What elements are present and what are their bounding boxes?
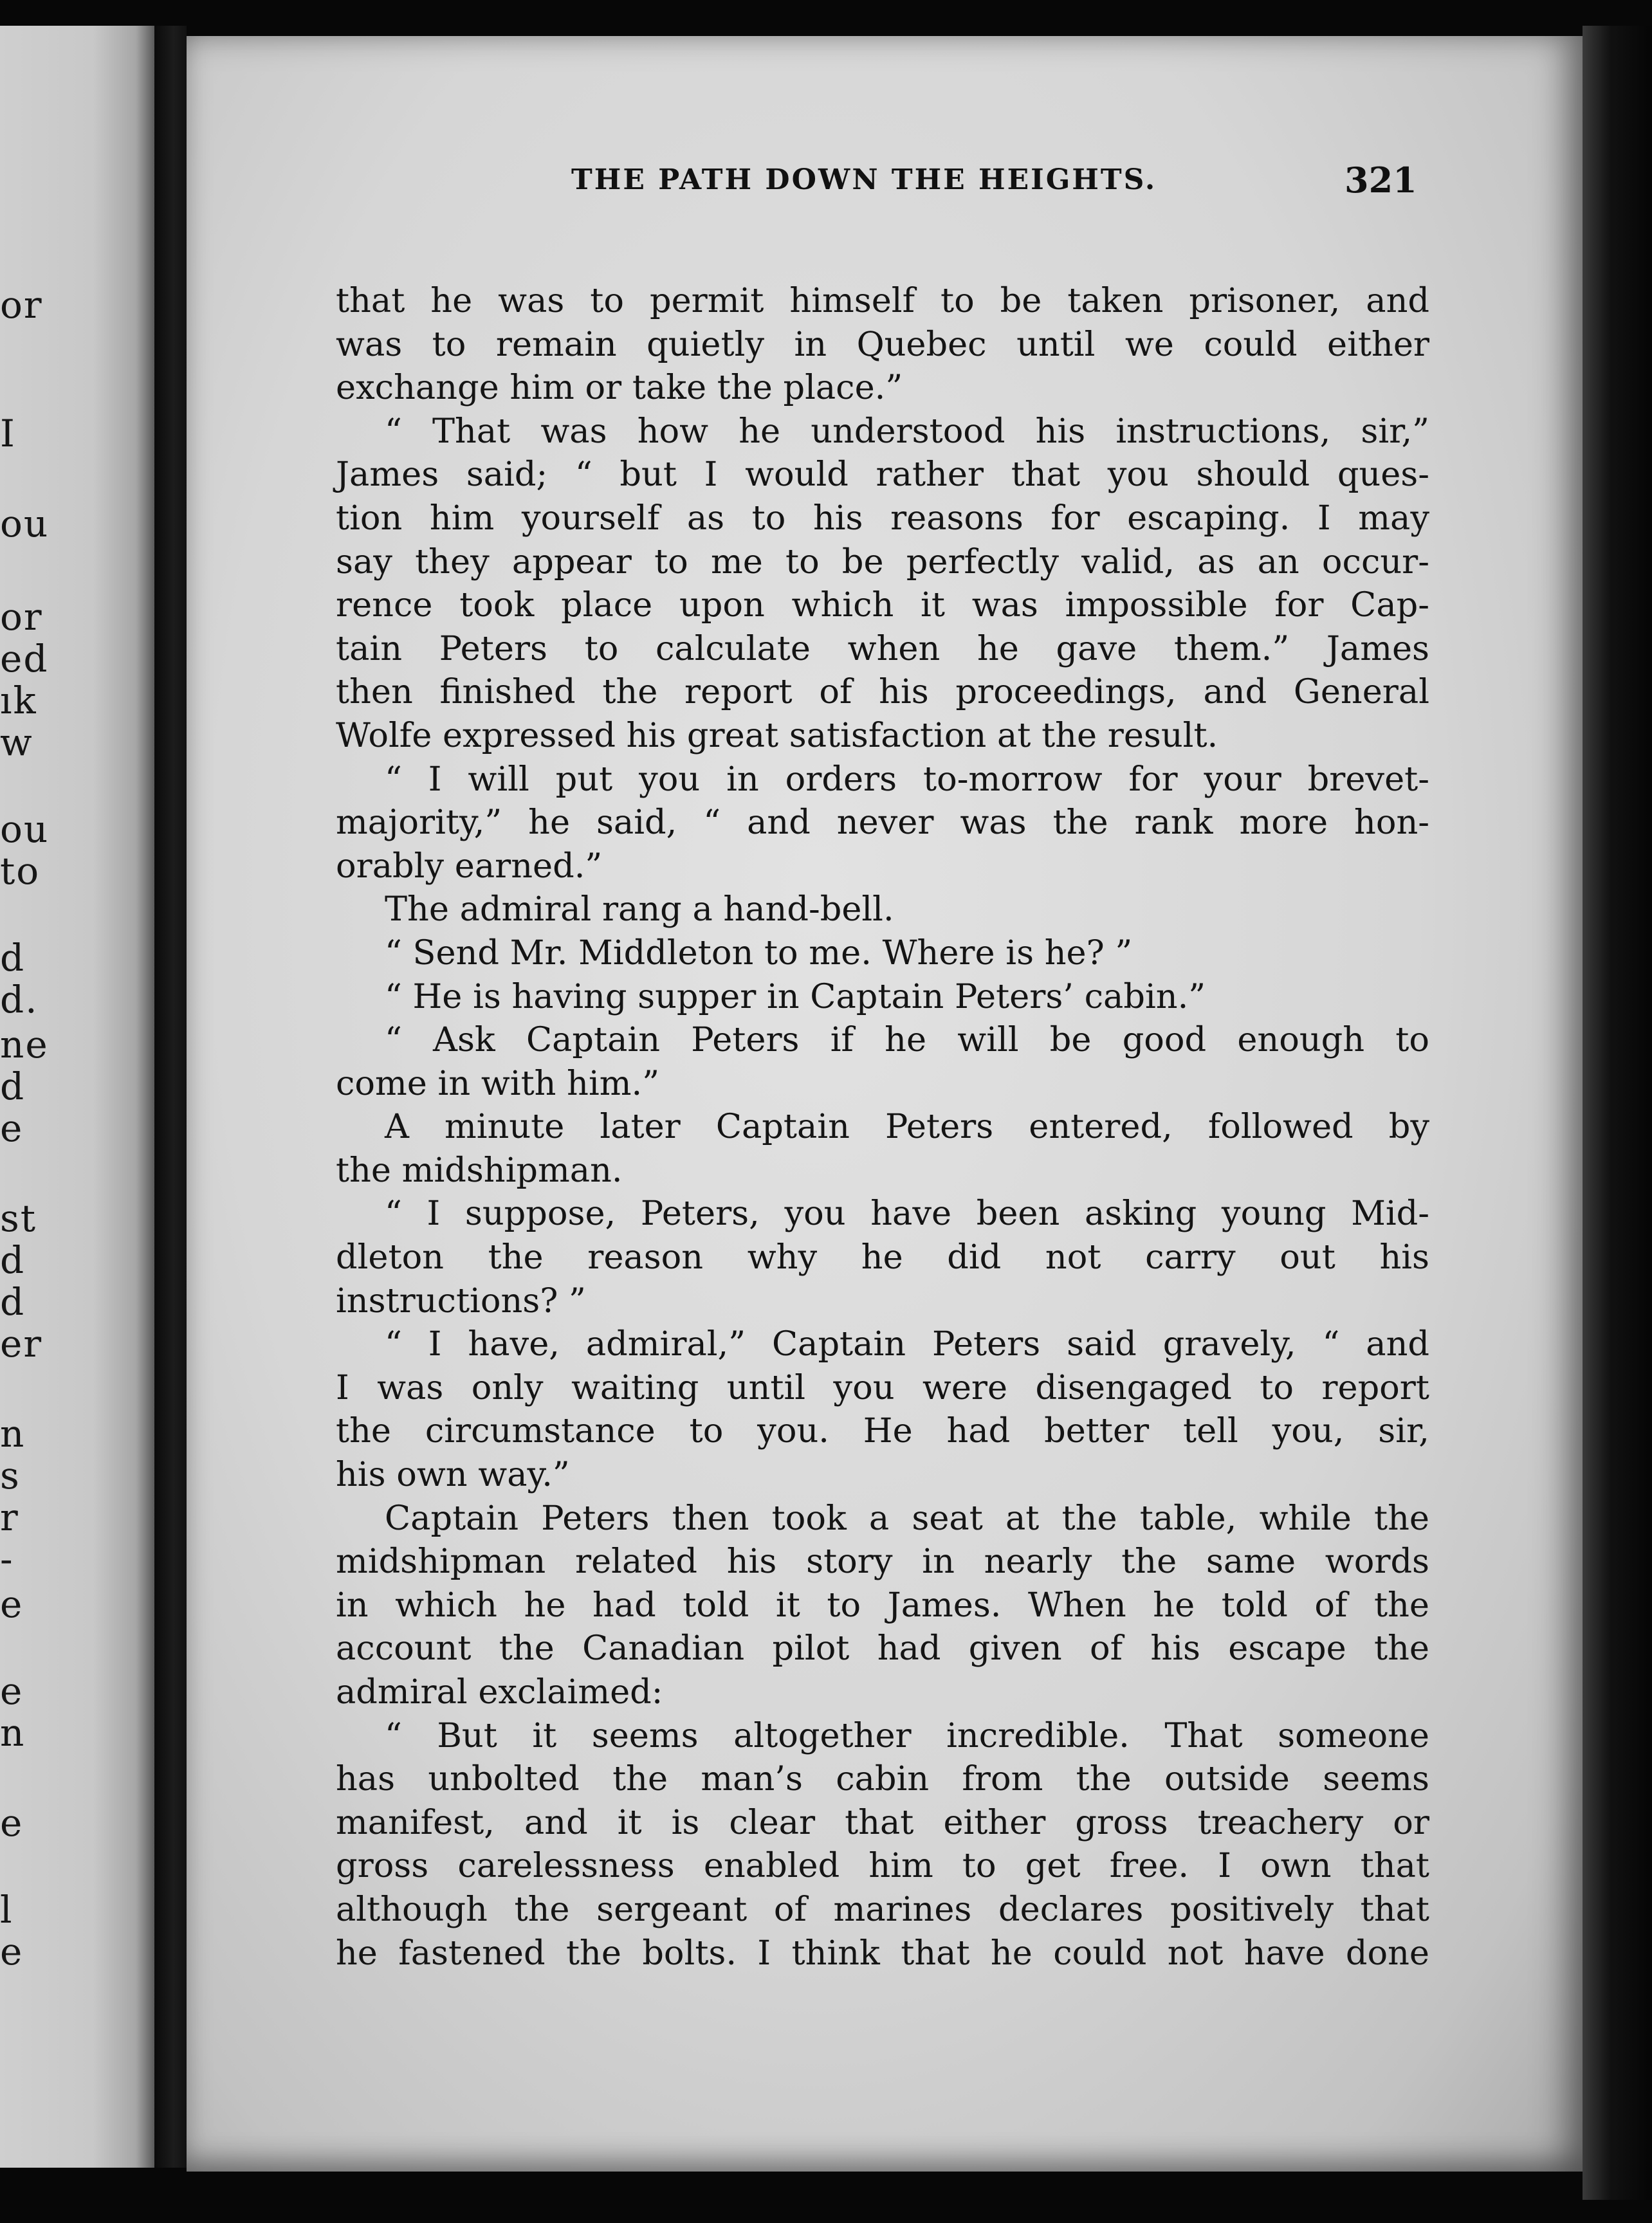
text-line: was to remain quietly in Quebec until we could either	[336, 324, 1429, 364]
text-line: then finished the report of his proceedings, and General	[336, 672, 1429, 712]
facing-page-fragment: s	[0, 1454, 21, 1497]
running-title: THE PATH DOWN THE HEIGHTS.	[571, 163, 1157, 196]
text-line: “ I suppose, Peters, you have been asking young Mid-	[385, 1194, 1429, 1234]
running-head	[0, 160, 1652, 215]
text-line: he fastened the bolts. I think that he could not have done	[336, 1933, 1429, 1973]
facing-page-fragment: d	[0, 1065, 26, 1108]
facing-page-fragment: er	[0, 1322, 43, 1366]
text-line: “ But it seems altogether incredible. That someone	[385, 1715, 1429, 1755]
text-line: gross carelessness enabled him to get free. I own that	[336, 1846, 1429, 1886]
body-text	[336, 279, 1429, 1975]
text-line: tain Peters to calculate when he gave them.” James	[336, 628, 1429, 668]
text-line: his own way.”	[336, 1455, 570, 1495]
facing-page-fragment: or	[0, 595, 43, 639]
text-line: although the sergeant of marines declares positively that	[336, 1889, 1429, 1929]
text-line: majority,” he said, “ and never was the rank more hon-	[336, 803, 1429, 843]
text-line: instructions? ”	[336, 1281, 586, 1321]
text-line: the circumstance to you. He had better tell you, sir,	[336, 1411, 1429, 1451]
facing-page-fragment: e	[0, 1106, 24, 1150]
text-line: the midshipman.	[336, 1150, 623, 1190]
facing-page-fragment: to	[0, 849, 41, 893]
facing-page-fragment: e	[0, 1669, 24, 1713]
text-line: that he was to permit himself to be taken prisoner, and	[336, 281, 1429, 320]
facing-page-fragment: w	[0, 720, 33, 764]
text-line: rence took place upon which it was impossible for Cap-	[336, 585, 1429, 625]
text-line: “ I have, admiral,” Captain Peters said gravely, “ and	[385, 1324, 1429, 1364]
text-line: Captain Peters then took a seat at the table, while the	[385, 1498, 1429, 1538]
text-line: midshipman related his story in nearly the same words	[336, 1542, 1429, 1582]
text-line: tion him yourself as to his reasons for escaping. I may	[336, 498, 1429, 538]
facing-page-fragment: l	[0, 1888, 14, 1932]
facing-page-fragment: or	[0, 283, 43, 327]
text-line: has unbolted the man’s cabin from the outside seems	[336, 1759, 1429, 1799]
facing-page-fragment: -	[0, 1537, 14, 1581]
text-line: orably earned.”	[336, 846, 603, 886]
text-line: The admiral rang a hand-bell.	[385, 890, 894, 929]
book-gutter	[154, 26, 187, 2168]
text-line: Wolfe expressed his great satisfaction at the result.	[336, 715, 1218, 755]
facing-page-fragment: e	[0, 1801, 24, 1845]
text-line: say they appear to me to be perfectly valid, as an occur-	[336, 542, 1429, 581]
facing-page-fragment: n	[0, 1711, 26, 1755]
text-line: A minute later Captain Peters entered, followed by	[385, 1107, 1429, 1147]
page-edge-shadow	[1583, 26, 1652, 2200]
text-line: dleton the reason why he did not carry out his	[336, 1238, 1429, 1277]
facing-page-fragment: d	[0, 936, 26, 980]
text-line: I was only waiting until you were disengaged to report	[336, 1368, 1429, 1407]
facing-page-fragment: r	[0, 1496, 19, 1539]
facing-page-fragment: ou	[0, 502, 50, 545]
facing-page-fragment: d.	[0, 978, 39, 1021]
facing-page-edge	[0, 26, 154, 2168]
facing-page-fragment: ne	[0, 1023, 49, 1066]
text-line: “ He is having supper in Captain Peters’ cabin.”	[385, 976, 1206, 1016]
facing-page-fragment: ou	[0, 807, 50, 851]
text-line: “ Send Mr. Middleton to me. Where is he? ”	[385, 933, 1133, 973]
text-line: “ That was how he understood his instructions, sir,”	[385, 411, 1429, 451]
text-line: “ Ask Captain Peters if he will be good enough to	[385, 1020, 1429, 1060]
text-line: James said; “ but I would rather that you should ques-	[336, 455, 1429, 495]
facing-page-fragment: e	[0, 1582, 24, 1626]
text-line: in which he had told it to James. When he told of the	[336, 1585, 1429, 1625]
text-line: manifest, and it is clear that either gross treachery or	[336, 1802, 1429, 1842]
text-line: exchange him or take the place.”	[336, 368, 903, 408]
facing-page-fragment: n	[0, 1412, 26, 1456]
text-line: come in with him.”	[336, 1063, 660, 1103]
text-line: admiral exclaimed:	[336, 1672, 663, 1712]
facing-page-fragment: d	[0, 1280, 26, 1324]
page-number: 321	[1345, 160, 1417, 201]
facing-page-fragment: I	[0, 412, 16, 455]
facing-page-fragment: ed	[0, 637, 49, 681]
facing-page-fragment: e	[0, 1930, 24, 1973]
facing-page-fragment: st	[0, 1196, 37, 1240]
facing-page-fragment: ık	[0, 679, 37, 722]
text-line: account the Canadian pilot had given of his escape the	[336, 1629, 1429, 1669]
text-line: “ I will put you in orders to-morrow for your brevet-	[385, 759, 1429, 799]
facing-page-fragment: d	[0, 1238, 26, 1282]
